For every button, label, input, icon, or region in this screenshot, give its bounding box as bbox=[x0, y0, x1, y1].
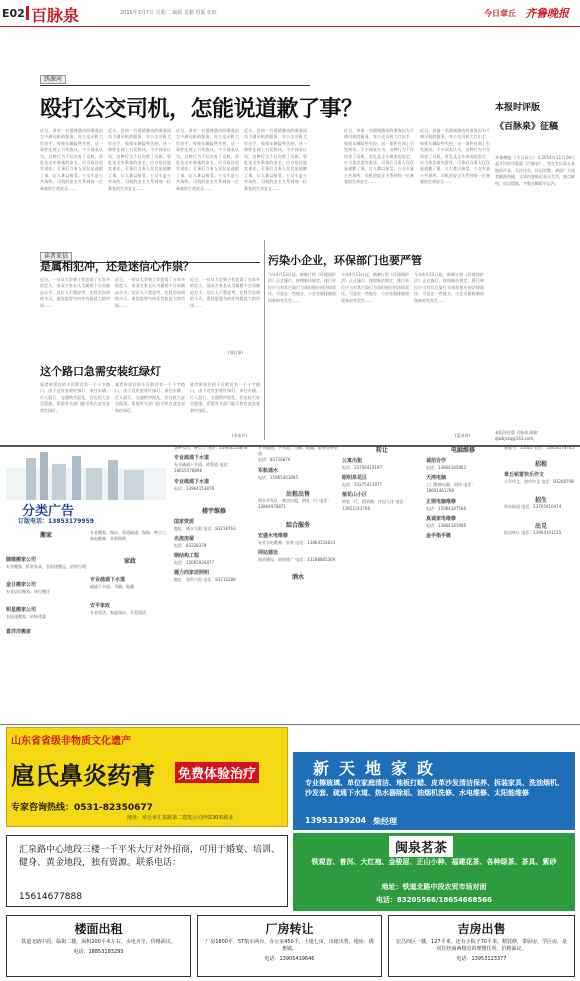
ad-housekeeping-text: 专业擦玻璃、单位家庭清洁、地板打蜡、皮革沙发清洁保养、拆装家具、洗油烟机、沙发套、疏通下水道、热水器除垢、油烟机洗修、水电维修、太阳能维修 bbox=[305, 779, 564, 797]
classified-item: 金手指手链 bbox=[426, 533, 452, 540]
classified-heading-6: 电脑维修 bbox=[450, 447, 475, 454]
column-tag-1-label: 绣源河 bbox=[40, 75, 66, 84]
ad-tea bbox=[293, 833, 575, 911]
classified-item: 真诚家电维修 bbox=[426, 515, 457, 522]
column-tag-1 bbox=[40, 66, 310, 86]
article-3-col-1: 笔者所居住的小区附近有一个十字路口，由于没有安装红绿灯，来往车辆、行人混行，交通秩序混乱，存在较大安全隐患。希望有关部门能尽快在此处安装红绿灯。 bbox=[40, 382, 110, 413]
classified-item: 公寓出租 bbox=[342, 458, 363, 464]
ad-tea-addr: 地址：铁道北路中段农贸市场对面 bbox=[381, 883, 487, 891]
ad-factory-title: 厂房转让 bbox=[265, 922, 314, 936]
ad-floor-text: 铁道北路中段，临街二楼，面积200平米左右，水电齐全，价格面议。 bbox=[21, 939, 176, 945]
classified-item: 喜洋洋搬家 bbox=[6, 628, 32, 635]
column-tag-2-label: 读者来信 bbox=[40, 252, 72, 261]
classifieds-title: 分类广告 bbox=[22, 504, 75, 519]
ad-tea-name: 闽泉茗茶 bbox=[389, 836, 453, 857]
ad-housekeeping-contact: 柴经理 bbox=[373, 817, 397, 826]
ad-nasal-cream bbox=[6, 727, 288, 827]
article-3-title: 这个路口急需安装红绿灯 bbox=[40, 365, 161, 378]
ad-floor-title: 楼面出租 bbox=[74, 922, 123, 936]
section-box bbox=[26, 6, 29, 20]
city-skyline-icon bbox=[6, 450, 166, 500]
article-2-title: 是属相犯冲，还是迷信心作祟？ bbox=[40, 260, 194, 273]
section-title: 百脉泉 bbox=[31, 6, 80, 25]
article-1-col-3: 近日，济南一名情绪激动的乘客因为不满司机的服务，对公交司机大打出手，致使车辆险些失控。这一事件在网上引发热议。不少网友认为，这种行为不仅伤害了司机，更危及全车乘客的安全，应当依法追究责任。可事后当事人仅仅是道歉了事，让人难以接受。公交车是公共场所，司机的安全关系到每一位乘客的生命安全…… bbox=[176, 128, 239, 191]
classified-col-5: 转让 公寓出租 电话：13706419197 眼明泉花区 电话：13375413977 植花山小区 两室一厅，精装修，拎包入住 电话：13853142766 bbox=[342, 445, 422, 725]
editor-box-sub: 《百脉泉》征稿 bbox=[495, 122, 559, 132]
article-2-author: (刘日章) bbox=[228, 350, 244, 355]
ad-house-phone: 电话：13953123377 bbox=[456, 956, 507, 962]
classified-item: 植花山小区 bbox=[342, 492, 368, 499]
ad-tea-text: 铁观音、普洱、大红袍、金骏眉、正山小种、福建花茶、各种绿茶、茶具、紫砂 bbox=[311, 858, 557, 866]
article-3-author: (李家声) bbox=[232, 433, 248, 438]
classified-item: 专业疏通下水道 bbox=[90, 577, 126, 584]
classified-item: 金日搬家公司 bbox=[6, 582, 37, 589]
editor-box-title: 本报时评版 bbox=[495, 103, 541, 113]
classified-heading-3: 楼宇维修 bbox=[201, 507, 226, 515]
classified-heading-7: 招租 bbox=[534, 461, 547, 469]
classified-item: 专业疏通下水道 bbox=[174, 478, 210, 485]
column-divider bbox=[264, 240, 265, 440]
classifieds-banner bbox=[6, 450, 166, 530]
ad-housekeeping-name: 新天地家政 bbox=[313, 759, 444, 778]
ad-nasal-addr: 地址：章丘市汇泉路第二建筑公司西邻30米路北 bbox=[127, 815, 234, 821]
classified-item: 天鸿电脑 bbox=[426, 475, 447, 482]
classified-heading-wine: 酒水 bbox=[291, 573, 304, 581]
ad-floor-phone: 电话：18853183293 bbox=[73, 949, 124, 955]
ad-nasal-org: 山东省省级非物质文化遗产 bbox=[11, 736, 131, 747]
classified-col-6: 电脑维修 诚招合作 电话：13864185863 天鸿电脑 上门维修电脑、网络 电话：18601461788 正规电脑维修 电话：15064187566 真诚家电维修 电话：13864181966 金手指手链 bbox=[426, 445, 500, 725]
header-rule bbox=[0, 26, 580, 27]
ad-housekeeping-phone: 13953139204 bbox=[305, 816, 367, 825]
article-2-col-1: 近日，一对从大学到工作恋爱了五年多的恋人，因双方家长认为属相不合而被迫分手。这让人不禁思考，在科学昌明的今天，迷信思想为何还有如此大的市场…… bbox=[40, 277, 110, 308]
article-1-col-6: 近日，济南一名情绪激动的乘客因为不满司机的服务，对公交司机大打出手，致使车辆险些失控。这一事件在网上引发热议。不少网友认为，这种行为不仅伤害了司机，更危及全车乘客的安全，应当依法追究责任。可事后当事人仅仅是道歉了事，让人难以接受。公交车是公共场所，司机的安全关系到每一位乘客的生命安全…… bbox=[420, 128, 490, 185]
editor-box-contact: 本报评论版 百脉泉 邮箱：qlwbjrzq@163.com。 bbox=[495, 430, 542, 442]
classified-col-7: 备案号：10001 电话：13853178765 招租 章丘铭雷快乐作文 小学作文、初中作文 电话：83208708 招生 明水街道 电话：13705416474 出兑 饭店转让 电话：13964101115 bbox=[504, 445, 578, 725]
classified-item: 军航通水 bbox=[258, 467, 279, 474]
article-4-col-3: 今年4月13日起，新修订的《环境保护法》正式施行。按照新法规定，排污单位应当对其污染行为承担相应的法律责任。可是在一些地方，小企业偷排偷放现象时有发生…… bbox=[414, 272, 484, 303]
classified-item: 诚招合作 bbox=[426, 458, 447, 464]
ad-house-title: 吉房出售 bbox=[457, 922, 506, 936]
article-4-col-2: 今年4月13日起，新修订的《环境保护法》正式施行。按照新法规定，排污单位应当对其污染行为承担相应的法律责任。可是在一些地方，小企业偷排偷放现象时有发生…… bbox=[341, 272, 409, 303]
ad-housekeeping bbox=[293, 752, 575, 830]
ad-house-sale bbox=[388, 915, 575, 977]
classified-heading-7c: 出兑 bbox=[534, 522, 547, 530]
classified-item: 专业疏通下水道 bbox=[174, 455, 210, 462]
classified-heading-4: 出租出售 bbox=[285, 490, 310, 498]
ad-factory-text: 厂房1800平，5T航车两台，办公室450平，土地七亩，出租出售，地址：绣惠镇。 bbox=[205, 939, 374, 952]
article-2-col-2: 近日，一对从大学到工作恋爱了五年多的恋人，因双方家长认为属相不合而被迫分手。这让人不禁思考，在科学昌明的今天，迷信思想为何还有如此大的市场…… bbox=[115, 277, 185, 308]
ad-factory-phone: 电话：13905419646 bbox=[264, 956, 315, 962]
ad-nasal-name: 扈氏鼻炎药膏 bbox=[11, 762, 155, 790]
classified-item: 钢结构工程 bbox=[174, 553, 200, 560]
ad-hall-phone: 15614677888 bbox=[19, 892, 82, 902]
classified-item: 名流房屋 bbox=[174, 536, 195, 543]
article-1-col-5: 近日，济南一名情绪激动的乘客因为不满司机的服务，对公交司机大打出手，致使车辆险些失控。这一事件在网上引发热议。不少网友认为，这种行为不仅伤害了司机，更危及全车乘客的安全，应当依法追究责任。可事后当事人仅仅是道歉了事，让人难以接受。公交车是公共场所，司机的安全关系到每一位乘客的生命安全…… bbox=[344, 128, 414, 185]
ad-house-text: 宏昌西区一楼，127平米，还有小院子70平米，精装修，带厨房、学区房，是居住经商两相宜的理想住所，价格面议。 bbox=[396, 939, 567, 952]
article-4-title: 污染小企业，环保部门也要严管 bbox=[268, 254, 422, 267]
classified-item: 明星搬家公司 bbox=[6, 607, 37, 614]
classified-item: 章丘铭雷快乐作文 bbox=[504, 472, 545, 479]
classified-item: 安平家政 bbox=[90, 602, 111, 609]
classified-item: 正规电脑维修 bbox=[426, 498, 457, 505]
classified-col-2: 专业搬家、保洁、管道疏通、保姆、钟点工、家电维修、开锁换锁 家政 专业疏通下水道 疏通下水道、马桶、地漏 安平家政 专业保洁、家庭保洁、开荒保洁 bbox=[90, 530, 170, 615]
ad-factory bbox=[197, 915, 382, 977]
classified-item: 宏盛水电维修 bbox=[258, 533, 289, 540]
ad-hall-rent bbox=[6, 835, 288, 907]
page-number: E02 bbox=[2, 7, 25, 20]
header-meta: 2015年3月7日 星期二 编辑 袁鹏 组版 张虹 bbox=[120, 10, 218, 16]
classified-col-3: 各种零活、钟点工 电话：13964153878 专业疏通下水道 专业疏通下水道、改管道 电话：18615578898 专业疏通下水道 电话：13964153878 楼宇维修 国家资质 地址：绣水大街 电话：83218763 名流房屋 电话：83228379 钢结构工程 电话：15065926877 德力西家居照明 地址：东坝大街 电话：83216288 bbox=[174, 445, 254, 725]
article-4-author: (蓝泽涛) bbox=[455, 433, 471, 438]
main-headline: 殴打公交司机，怎能说道歉了事？ bbox=[40, 97, 363, 122]
classified-item: 随缘搬家公司 bbox=[6, 557, 37, 563]
classified-heading-1: 搬家 bbox=[39, 532, 52, 539]
ad-floor-rent bbox=[6, 915, 191, 977]
article-3-col-3: 笔者所居住的小区附近有一个十字路口，由于没有安装红绿灯，来往车辆、行人混行，交通秩序混乱，存在较大安全隐患。希望有关部门能尽快在此处安装红绿灯。 bbox=[190, 382, 260, 413]
ad-nasal-promo: 免费体验治疗 bbox=[175, 762, 259, 783]
ad-nasal-phone: 专家咨询热线：0531-82350677 bbox=[11, 803, 153, 813]
article-1-col-2: 近日，济南一名情绪激动的乘客因为不满司机的服务，对公交司机大打出手，致使车辆险些失控。这一事件在网上引发热议。不少网友认为，这种行为不仅伤害了司机，更危及全车乘客的安全，应当依法追究责任。可事后当事人仅仅是道歉了事，让人难以接受。公交车是公共场所，司机的安全关系到每一位乘客的生命安全…… bbox=[108, 128, 171, 191]
brand-right: 今日章丘 bbox=[484, 9, 516, 18]
classified-item: 德力西家居照明 bbox=[174, 570, 210, 577]
classified-heading-7b: 招生 bbox=[534, 497, 547, 505]
editor-box-text: 齐鲁晚报《今日章丘》从2014年11月28日起开设时评版面《百脉泉》，旨在发出章丘本地的声音，关注民生、针砭时弊。欢迎广大读者踊跃投稿，文章内容贴近章丘生活，观点鲜明，语言精练，字数在800字以内。 bbox=[495, 155, 575, 186]
classified-item: 眼明泉花区 bbox=[342, 475, 368, 482]
newspaper-logo: 齐鲁晚报 bbox=[525, 7, 569, 20]
ad-hall-text: 汇泉路中心地段三楼一千平米大厅对外招商，可用于婚宴、培训、健身、黄金地段，独有资源。联系电话： bbox=[19, 845, 281, 868]
classified-item: 国家资质 bbox=[174, 518, 195, 525]
article-3-col-2: 笔者所居住的小区附近有一个十字路口，由于没有安装红绿灯，来往车辆、行人混行，交通秩序混乱，存在较大安全隐患。希望有关部门能尽快在此处安装红绿灯。 bbox=[115, 382, 185, 413]
ad-tea-phone: 电话：83205566/18654668566 bbox=[375, 896, 493, 904]
classified-col-1: 搬家 随缘搬家公司 专业搬家、拆装家具、长短途搬运，价格合理 金日搬家公司 专业居民搬家、单位搬迁 明星搬家公司 长短途搬家，价格优惠 喜洋洋搬家 bbox=[6, 532, 86, 635]
classifieds-phone: 订版电话：13853179959 bbox=[18, 518, 94, 525]
classified-heading-5: 转让 bbox=[375, 447, 388, 454]
article-1-col-4: 近日，济南一名情绪激动的乘客因为不满司机的服务，对公交司机大打出手，致使车辆险些失控。这一事件在网上引发热议。不少网友认为，这种行为不仅伤害了司机，更危及全车乘客的安全，应当依法追究责任。可事后当事人仅仅是道歉了事，让人难以接受。公交车是公共场所，司机的安全关系到每一位乘客的生命安全…… bbox=[244, 128, 307, 191]
classified-heading-4b: 综合服务 bbox=[285, 522, 310, 530]
classified-col-4: 专业疏通、下水道、马桶、地漏，维修各种管道 电话：83726876 军航通水 电话：15965403895 出租出售 明水开发区一套房出租，两室一厅 电话：13864978871 综合服务 宏盛水电维修 专业水电维修、安装 电话：13864154833 网站建设 网站建设、网络推广 电话：13188885369 酒水 bbox=[258, 445, 338, 581]
page-header bbox=[0, 0, 580, 30]
classified-heading-2: 家政 bbox=[123, 558, 136, 566]
article-2-col-3: 近日，一对从大学到工作恋爱了五年多的恋人，因双方家长认为属相不合而被迫分手。这让人不禁思考，在科学昌明的今天，迷信思想为何还有如此大的市场…… bbox=[190, 277, 260, 308]
article-4-col-1: 今年4月13日起，新修订的《环境保护法》正式施行。按照新法规定，排污单位应当对其污染行为承担相应的法律责任。可是在一些地方，小企业偷排偷放现象时有发生…… bbox=[268, 272, 336, 303]
classified-item: 网站建设 bbox=[258, 550, 279, 557]
article-1-col-1: 近日，济南一名情绪激动的乘客因为不满司机的服务，对公交司机大打出手，致使车辆险些失控。这一事件在网上引发热议。不少网友认为，这种行为不仅伤害了司机，更危及全车乘客的安全，应当依法追究责任。可事后当事人仅仅是道歉了事，让人难以接受。公交车是公共场所，司机的安全关系到每一位乘客的生命安全…… bbox=[40, 128, 103, 191]
ads-top-rule bbox=[0, 724, 580, 725]
